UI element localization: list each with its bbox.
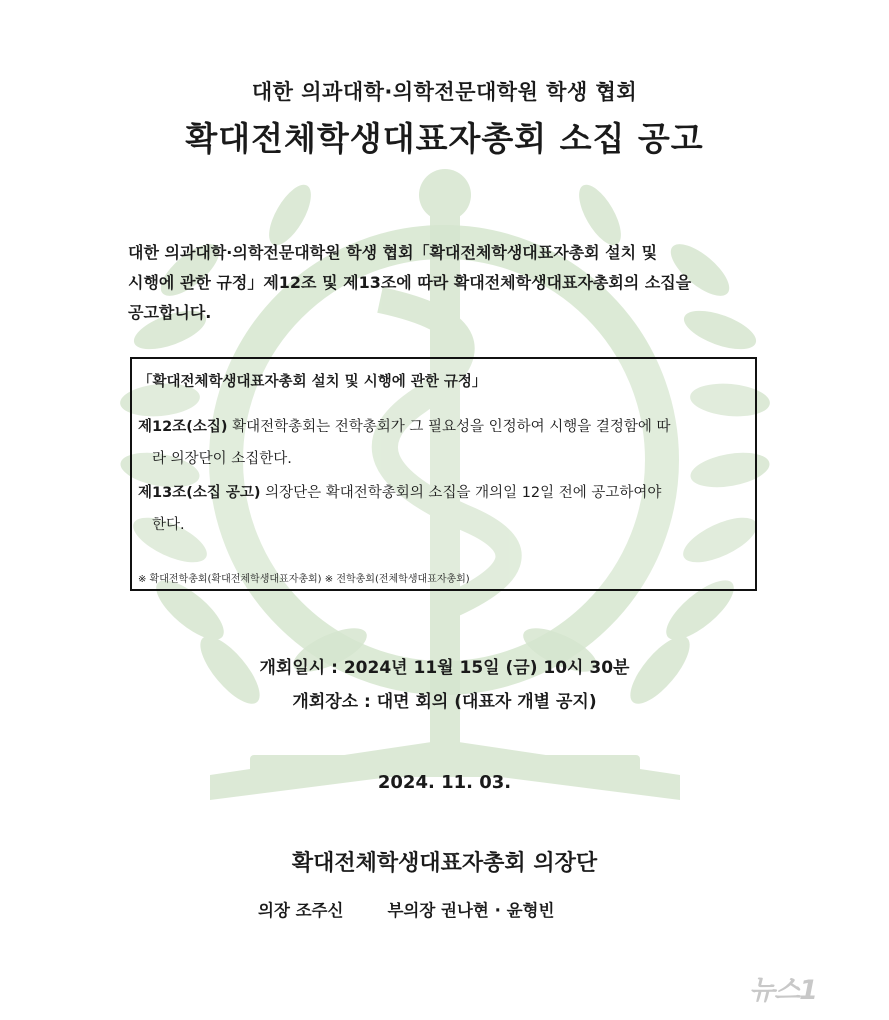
news1-logo-text: 뉴스1 <box>749 975 817 1006</box>
article-12 <box>138 411 750 475</box>
notice-date: 2024. 11. 03. <box>377 772 512 793</box>
article-12-text: 확대전학총회는 전학총회가 그 필요성을 인정하여 시행을 결정함에 따 <box>227 419 671 435</box>
article-13-text-cont: 한다. <box>152 517 185 533</box>
intro-line: 시행에 관한 규정」제12조 및 제13조에 따라 확대전체학생대표자총회의 소집을 <box>128 273 692 292</box>
news1-logo <box>749 964 879 1006</box>
organization-name: 대한 의과대학·의학전문대학원 학생 협회 <box>251 80 638 104</box>
officers <box>258 897 554 921</box>
issuer-name: 확대전체학생대표자총회 의장단 <box>291 851 598 876</box>
article-12-heading: 제12조(소집) <box>138 419 228 435</box>
vice-chairs-names: 부의장 권나현 · 윤형빈 <box>387 901 555 920</box>
article-13-heading: 제13조(소집 공고) <box>138 485 261 501</box>
meeting-datetime: 개회일시 : 2024년 11월 15일 (금) 10시 30분 <box>259 658 630 678</box>
article-12-text-cont: 라 의장단이 소집한다. <box>152 451 292 467</box>
notice-title: 확대전체학생대표자총회 소집 공고 <box>185 119 704 158</box>
regulation-title: 「확대전체학생대표자총회 설치 및 시행에 관한 규정」 <box>138 374 487 390</box>
chair-name: 의장 조주신 <box>258 901 344 920</box>
intro-paragraph <box>128 238 768 328</box>
article-13-text: 의장단은 확대전학총회의 소집을 개의일 12일 전에 공고하여야 <box>260 485 662 501</box>
article-13 <box>138 477 750 541</box>
meeting-location: 개회장소 : 대면 회의 (대표자 개별 공지) <box>292 692 597 712</box>
intro-line: 대한 의과대학·의학전문대학원 학생 협회「확대전체학생대표자총회 설치 및 <box>128 243 658 262</box>
intro-line: 공고합니다. <box>128 303 212 322</box>
regulation-note: ※ 확대전학총회(확대전체학생대표자총회) ※ 전학총회(전체학생대표자총회) <box>138 574 470 585</box>
meeting-info <box>0 651 889 719</box>
regulation-box <box>130 357 757 591</box>
